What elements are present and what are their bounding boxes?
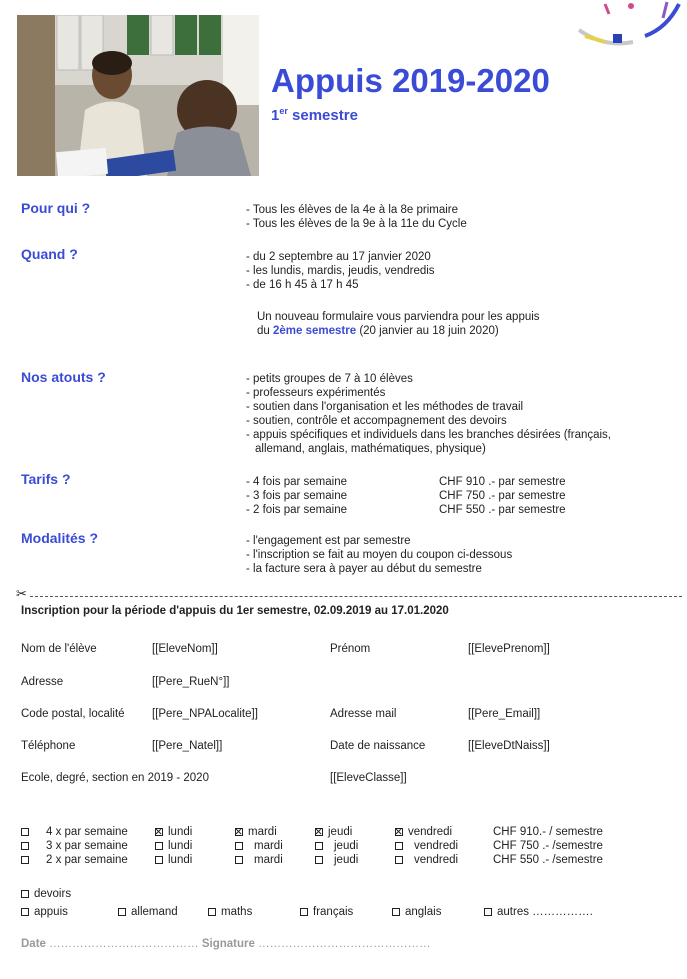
date-label: Date	[21, 938, 46, 950]
naiss-field[interactable]: [[EleveDtNaiss]]	[468, 740, 550, 752]
tarif-row: - 4 fois par semaine CHF 910 .- par semestre	[246, 476, 566, 488]
pour-qui-lines	[246, 203, 467, 231]
signature-field[interactable]: ………………………………………	[254, 938, 431, 950]
header-photo	[17, 15, 259, 176]
autres-option[interactable]: autres …………….	[484, 906, 593, 918]
maths-option[interactable]: maths	[208, 906, 252, 918]
day-mardi-4x[interactable]: mardi	[235, 825, 315, 839]
ecole-field[interactable]: [[EleveClasse]]	[330, 772, 407, 784]
adresse-label: Adresse	[21, 676, 64, 688]
atout-line: - soutien, contrôle et accompagnement des devoirs	[246, 415, 507, 427]
quand-lines	[246, 250, 435, 292]
price-4x: CHF 910.- / semestre	[493, 826, 603, 838]
day-vendredi-3x[interactable]: vendredi	[395, 839, 493, 853]
atout-line: allemand, anglais, mathématiques, physique)	[255, 443, 486, 455]
checkbox-icon[interactable]	[235, 856, 243, 864]
modalite-line: - l'engagement est par semestre	[246, 535, 411, 547]
quand-line: - du 2 septembre au 17 janvier 2020	[246, 251, 431, 263]
atout-line: - appuis spécifiques et individuels dans les branches désirées (français,	[246, 429, 612, 441]
day-mardi-3x[interactable]: mardi	[235, 839, 315, 853]
note-line-2: du 2ème semestre (20 janvier au 18 juin 2020)	[257, 325, 499, 337]
atout-line: - professeurs expérimentés	[246, 387, 386, 399]
mail-label: Adresse mail	[330, 708, 397, 720]
heading-pour-qui: Pour qui ?	[21, 200, 91, 216]
francais-option[interactable]: français	[300, 906, 353, 918]
day-jeudi-3x[interactable]: jeudi	[315, 839, 395, 853]
checkbox-icon[interactable]	[155, 856, 163, 864]
option-3x[interactable]: 3 x par semaine	[21, 839, 155, 853]
option-row-4x	[21, 825, 609, 839]
day-lundi-4x[interactable]: lundi	[155, 825, 235, 839]
quand-line: - de 16 h 45 à 17 h 45	[246, 279, 359, 291]
checkbox-icon[interactable]	[21, 842, 29, 850]
tarif-row: - 2 fois par semaine CHF 550 .- par semestre	[246, 504, 566, 516]
note-line-1: Un nouveau formulaire vous parviendra pour les appuis	[257, 311, 540, 323]
signature-label: Signature	[201, 938, 255, 950]
checkbox-checked-icon[interactable]	[155, 828, 163, 836]
anglais-option[interactable]: anglais	[392, 906, 441, 918]
checkbox-checked-icon[interactable]	[235, 828, 243, 836]
nom-field[interactable]: [[EleveNom]]	[152, 643, 218, 655]
checkbox-icon[interactable]	[235, 842, 243, 850]
checkbox-icon[interactable]	[21, 828, 29, 836]
dashed-divider	[30, 596, 682, 597]
checkbox-icon[interactable]	[155, 842, 163, 850]
mail-field[interactable]: [[Pere_Email]]	[468, 708, 541, 720]
option-row-3x	[21, 839, 609, 853]
checkbox-icon[interactable]	[208, 908, 216, 916]
checkbox-icon[interactable]	[395, 842, 403, 850]
checkbox-icon[interactable]	[21, 908, 29, 916]
atouts-lines	[246, 372, 611, 456]
heading-tarifs: Tarifs ?	[21, 471, 71, 487]
checkbox-icon[interactable]	[300, 908, 308, 916]
day-jeudi-2x[interactable]: jeudi	[315, 853, 395, 867]
day-lundi-2x[interactable]: lundi	[155, 853, 235, 867]
heading-modalites: Modalités ?	[21, 530, 99, 546]
day-vendredi-4x[interactable]: vendredi	[395, 825, 493, 839]
checkbox-checked-icon[interactable]	[395, 828, 403, 836]
appuis-option[interactable]: appuis	[21, 906, 68, 918]
frequency-options	[21, 825, 609, 867]
checkbox-icon[interactable]	[315, 856, 323, 864]
heading-quand: Quand ?	[21, 246, 78, 262]
atout-line: - petits groupes de 7 à 10 élèves	[246, 373, 413, 385]
devoirs-option[interactable]: devoirs	[21, 888, 71, 900]
page-title: Appuis 2019-2020	[271, 62, 550, 99]
page-subtitle: 1er semestre	[271, 106, 358, 124]
modalites-lines	[246, 534, 512, 576]
date-field[interactable]: …………………………………	[45, 938, 202, 950]
scissors-icon: ✂	[16, 586, 27, 601]
checkbox-checked-icon[interactable]	[315, 828, 323, 836]
option-row-2x	[21, 853, 609, 867]
checkbox-icon[interactable]	[395, 856, 403, 864]
modalite-line: - l'inscription se fait au moyen du coupon ci-dessous	[246, 549, 513, 561]
checkbox-icon[interactable]	[118, 908, 126, 916]
tel-field[interactable]: [[Pere_Natel]]	[152, 740, 223, 752]
allemand-option[interactable]: allemand	[118, 906, 178, 918]
price-3x: CHF 750 .- /semestre	[493, 840, 603, 852]
heading-atouts: Nos atouts ?	[21, 369, 106, 385]
checkbox-icon[interactable]	[21, 890, 29, 898]
day-mardi-2x[interactable]: mardi	[235, 853, 315, 867]
pour-qui-line: - Tous les élèves de la 4e à la 8e primaire	[246, 204, 459, 216]
date-signature-line	[21, 938, 431, 950]
atout-line: - soutien dans l'organisation et les méthodes de travail	[246, 401, 524, 413]
ecole-label: Ecole, degré, section en 2019 - 2020	[21, 772, 209, 784]
modalite-line: - la facture sera à payer au début du semestre	[246, 563, 482, 575]
cp-label: Code postal, localité	[21, 708, 125, 720]
checkbox-icon[interactable]	[484, 908, 492, 916]
day-lundi-3x[interactable]: lundi	[155, 839, 235, 853]
checkbox-icon[interactable]	[392, 908, 400, 916]
checkbox-icon[interactable]	[315, 842, 323, 850]
quand-line: - les lundis, mardis, jeudis, vendredis	[246, 265, 435, 277]
tarifs-table	[246, 475, 566, 517]
logo-graphic	[575, 0, 687, 48]
pour-qui-line: - Tous les élèves de la 9e à la 11e du Cycle	[246, 218, 467, 230]
adresse-field[interactable]: [[Pere_RueN°]]	[152, 676, 230, 688]
cp-field[interactable]: [[Pere_NPALocalite]]	[152, 708, 258, 720]
prenom-label: Prénom	[330, 643, 371, 655]
option-4x[interactable]: 4 x par semaine	[21, 825, 155, 839]
tel-label: Téléphone	[21, 740, 76, 752]
nom-label: Nom de l'élève	[21, 643, 97, 655]
inscription-title: Inscription pour la période d'appuis du 1er semestre, 02.09.2019 au 17.01.2020	[21, 605, 449, 617]
checkbox-icon[interactable]	[21, 856, 29, 864]
day-jeudi-4x[interactable]: jeudi	[315, 825, 395, 839]
price-2x: CHF 550 .- /semestre	[493, 854, 603, 866]
tarif-row: - 3 fois par semaine CHF 750 .- par semestre	[246, 490, 566, 502]
second-semester-note	[257, 310, 540, 338]
prenom-field[interactable]: [[ElevePrenom]]	[468, 643, 550, 655]
naiss-label: Date de naissance	[330, 740, 426, 752]
cut-line	[16, 586, 682, 602]
option-2x[interactable]: 2 x par semaine	[21, 853, 155, 867]
day-vendredi-2x[interactable]: vendredi	[395, 853, 493, 867]
